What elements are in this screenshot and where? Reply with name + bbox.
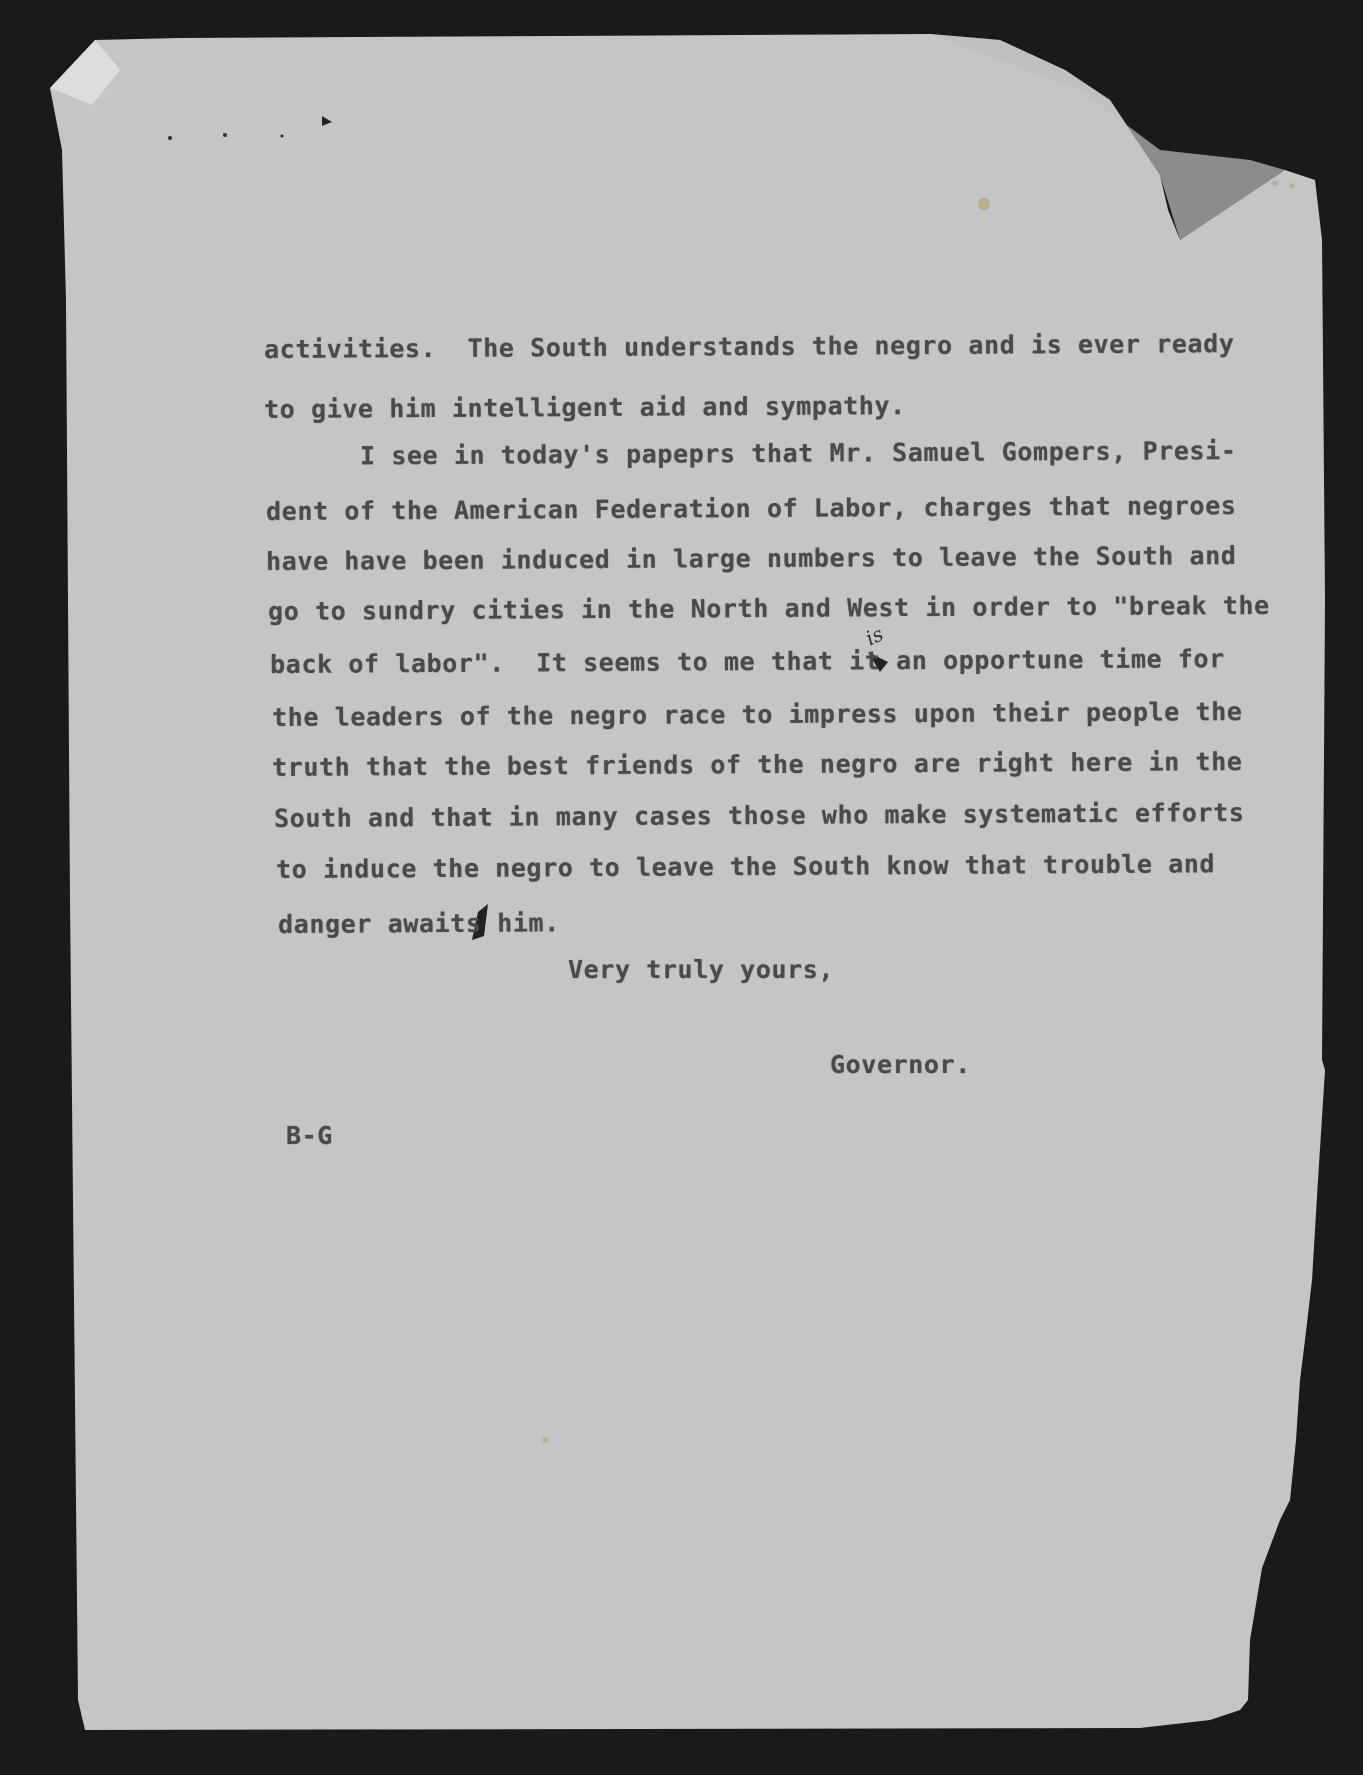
body-line-8: the leaders of the negro race to impress upon their people the: [272, 697, 1243, 732]
body-line-2: to give him intelligent aid and sympathy.: [264, 391, 906, 424]
body-line-11: to induce the negro to leave the South know that trouble and: [276, 849, 1216, 884]
body-line-9: truth that the best friends of the negro are right here in the: [272, 747, 1243, 782]
body-line-6: go to sundry cities in the North and West in order to "break the: [268, 590, 1270, 626]
body-line-3: I see in today's papeprs that Mr. Samuel Gompers, Presi-: [266, 436, 1237, 471]
body-line-1: activities. The South understands the negro and is ever ready: [264, 329, 1235, 364]
signature-title: Governor.: [830, 1050, 971, 1079]
body-line-5: have have been induced in large numbers to leave the South and: [266, 541, 1237, 576]
body-line-7: back of labor". It seems to me that it an opportune time for: [270, 644, 1225, 679]
typist-initials: B-G: [286, 1121, 333, 1150]
handwritten-insertion: is: [861, 621, 887, 651]
closing-line: Very truly yours,: [568, 955, 835, 984]
body-line-4: dent of the American Federation of Labor, charges that negroes: [266, 491, 1237, 526]
body-line-10: South and that in many cases those who make systematic efforts: [274, 798, 1245, 833]
body-line-12: danger awaits him.: [278, 908, 560, 939]
